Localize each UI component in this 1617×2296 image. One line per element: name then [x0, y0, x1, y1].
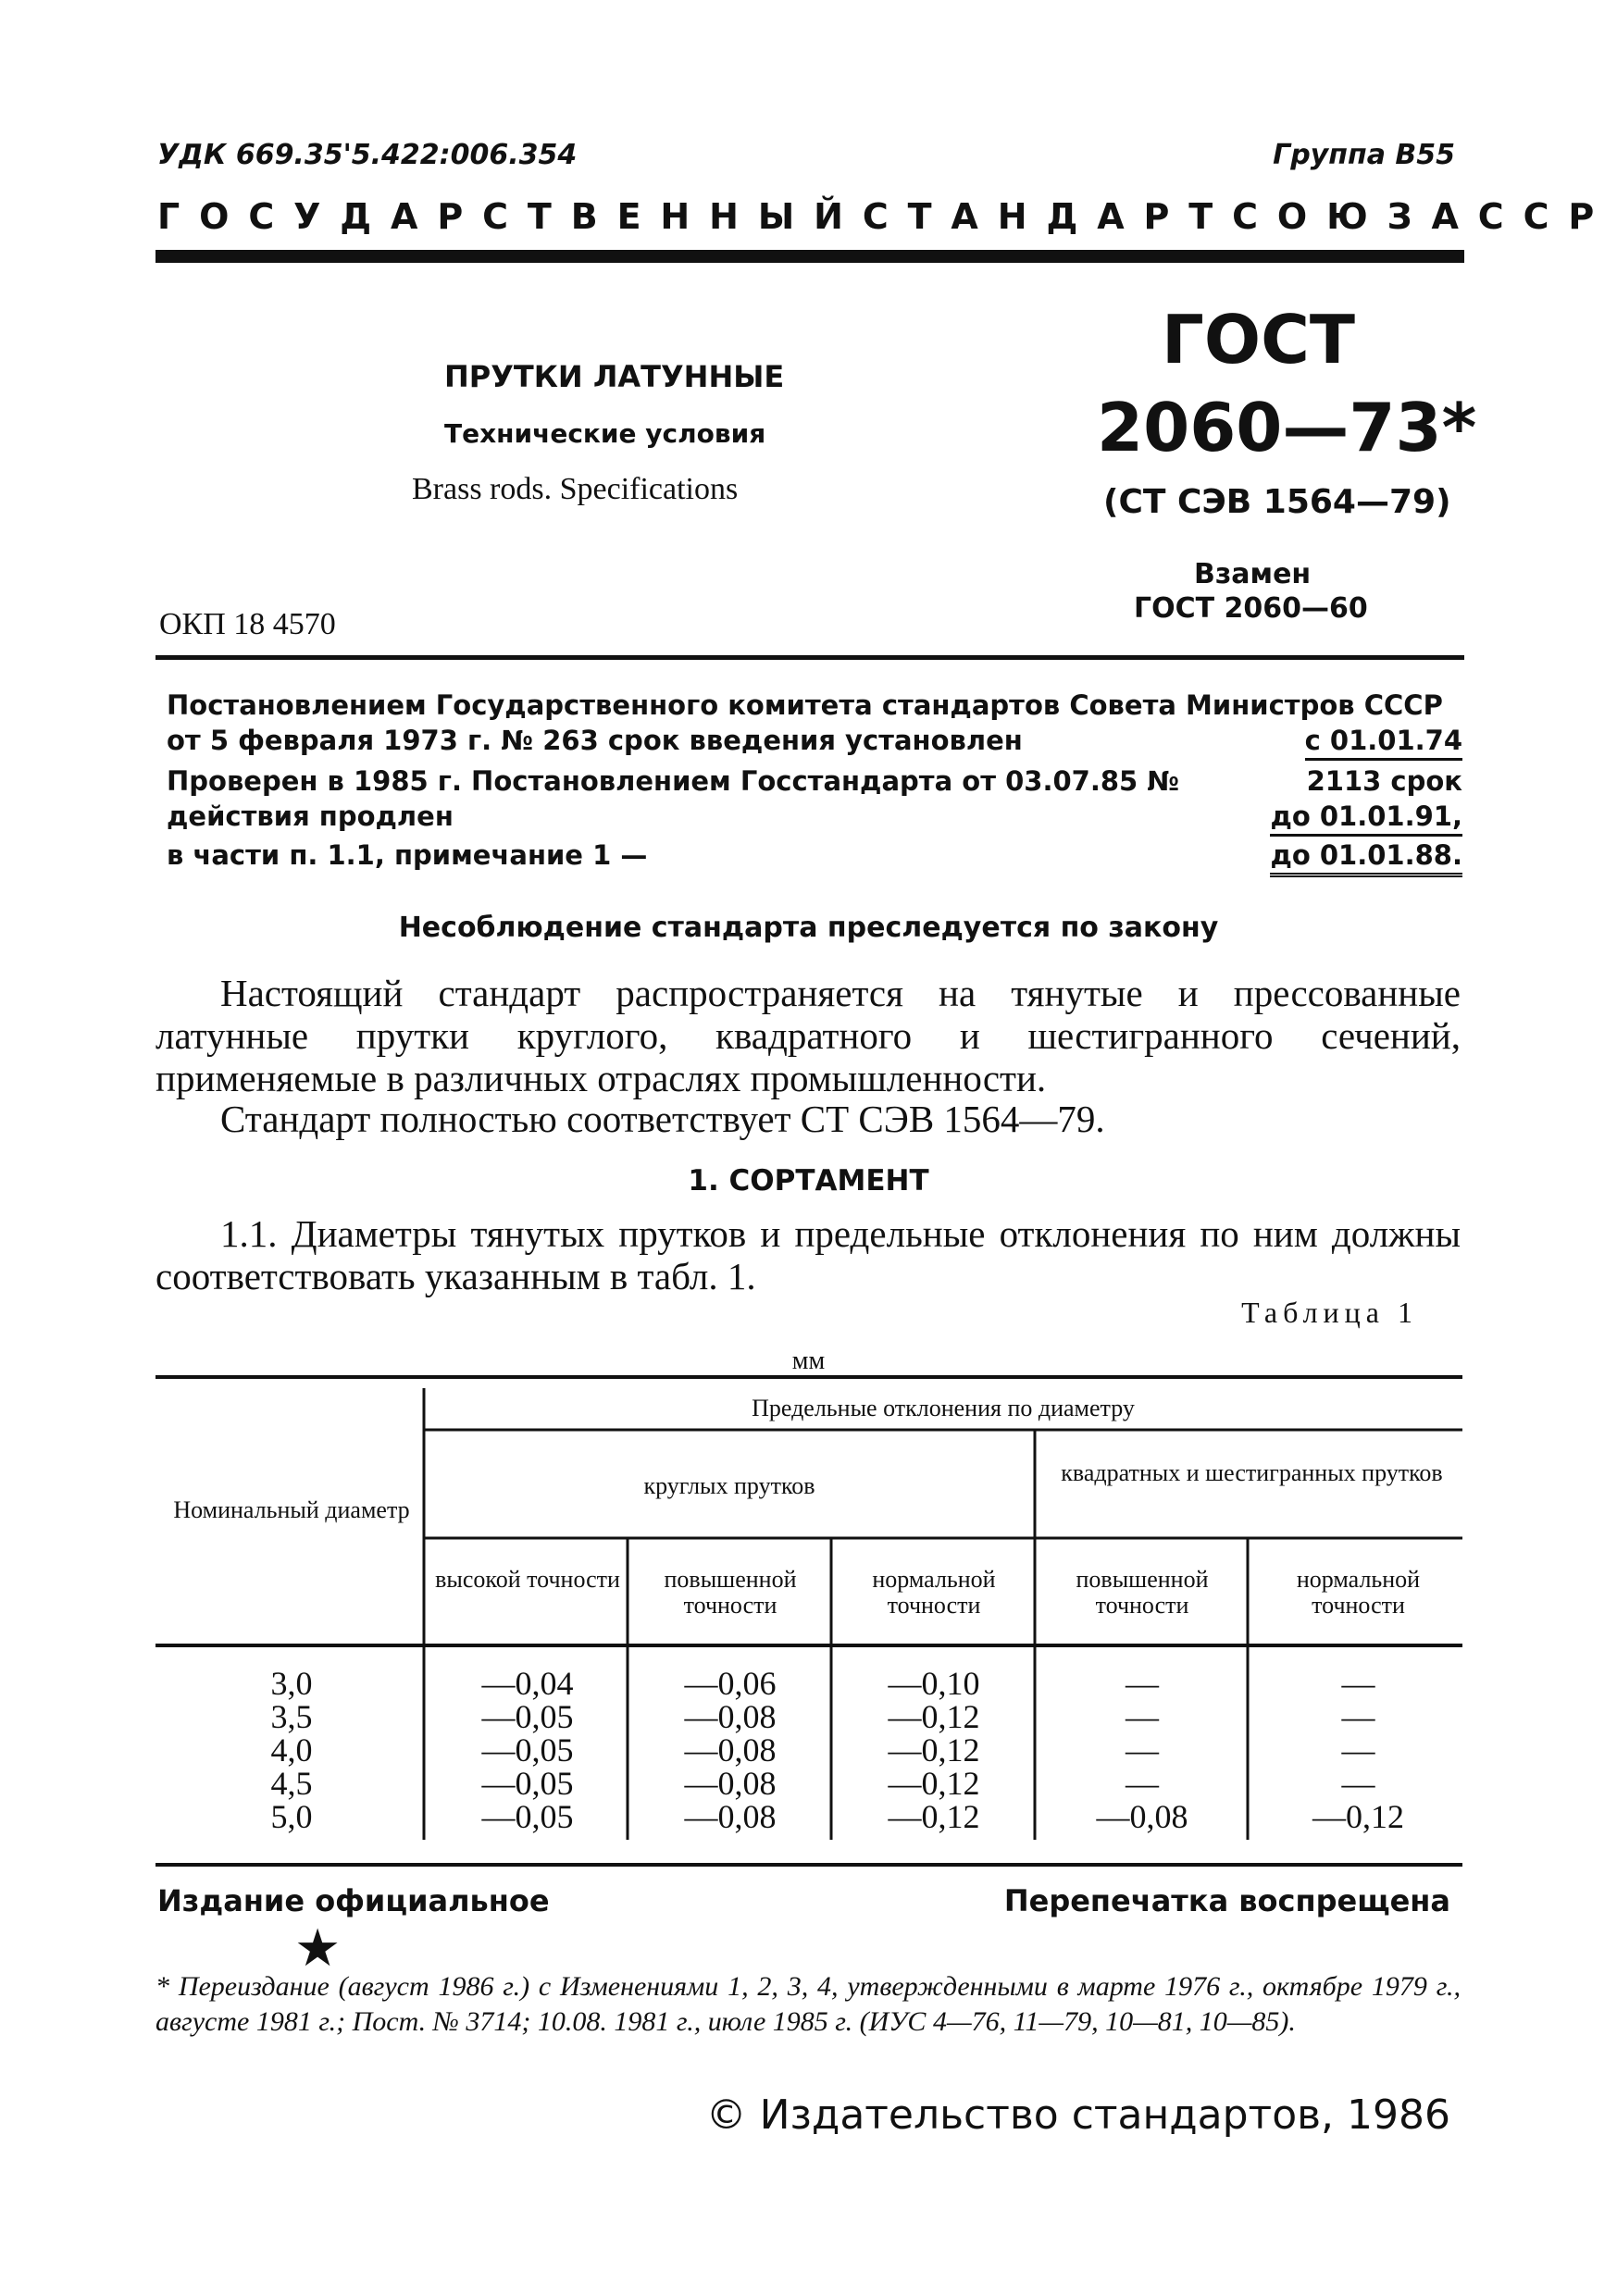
- cell-square-normal-precision: —: [1341, 1698, 1375, 1735]
- header-square-hex-rods: квадратных и шестигранных прутков: [1061, 1459, 1443, 1486]
- cell-nominal-diameter: 3,0: [270, 1665, 313, 1702]
- cell-square-normal-precision: —: [1341, 1665, 1375, 1702]
- effective-date: с 01.01.74: [1305, 725, 1462, 761]
- document-title: ПРУТКИ ЛАТУННЫЕ: [444, 359, 785, 394]
- table-unit: мм: [791, 1347, 826, 1375]
- header-deviation: Предельные отклонения по диаметру: [752, 1395, 1135, 1421]
- cell-high-precision: —0,05: [481, 1698, 574, 1735]
- cell-square-raised-precision: —: [1126, 1731, 1159, 1769]
- subheader-square-raised-precision: повышенной точности: [1076, 1566, 1209, 1619]
- cell-square-raised-precision: —0,08: [1096, 1798, 1188, 1835]
- intro-paragraph-2: Стандарт полностью соответствует СТ СЭВ 1564—79.: [220, 1098, 1105, 1140]
- reprint-prohibited: Перепечатка воспрещена: [1003, 1883, 1450, 1918]
- english-title: Brass rods. Specifications: [412, 472, 739, 506]
- cell-nominal-diameter: 4,0: [270, 1731, 313, 1769]
- decree-line-5-text: в части п. 1.1, примечание 1 —: [167, 839, 648, 871]
- banner-word-3: СОЮЗА: [1232, 196, 1478, 237]
- cell-square-raised-precision: —: [1126, 1698, 1159, 1735]
- decree-number: 2113 срок: [1306, 765, 1462, 797]
- subheader-raised-precision: повышенной точности: [664, 1566, 797, 1619]
- cell-high-precision: —0,04: [481, 1665, 574, 1702]
- banner-word-4: ССР: [1477, 196, 1614, 237]
- cell-raised-precision: —0,06: [684, 1665, 777, 1702]
- star-icon: ★: [294, 1920, 342, 1978]
- cell-raised-precision: —0,08: [684, 1698, 777, 1735]
- cell-raised-precision: —0,08: [684, 1765, 777, 1802]
- banner-word-1: ГОСУДАРСТВЕННЫЙ: [157, 196, 863, 237]
- header-round-rods: круглых прутков: [643, 1472, 815, 1499]
- decree-line-4-text: действия продлен: [167, 800, 454, 832]
- group-code: Группа В55: [1273, 139, 1455, 171]
- cell-normal-precision: —0,12: [888, 1765, 980, 1802]
- replaces-value: ГОСТ 2060—60: [1134, 592, 1368, 625]
- document-subtitle: Технические условия: [444, 418, 766, 449]
- extended-date: до 01.01.91,: [1270, 800, 1462, 837]
- okp-code: ОКП 18 4570: [159, 607, 336, 641]
- cell-nominal-diameter: 3,5: [270, 1698, 313, 1735]
- cell-square-raised-precision: —: [1126, 1765, 1159, 1802]
- table-caption: Таблица 1: [1241, 1296, 1418, 1329]
- copyright-line: © Издательство стандартов, 1986: [705, 2091, 1450, 2139]
- replaces-label: Взамен: [1194, 558, 1312, 590]
- banner-word-2: СТАНДАРТ: [862, 196, 1233, 237]
- partial-date: до 01.01.88.: [1270, 839, 1462, 877]
- official-edition: Издание официальное: [157, 1883, 550, 1918]
- section-heading: 1. СОРТАМЕНТ: [688, 1164, 929, 1198]
- decree-line-1-text: Постановлением Государственного комитета стандартов Совета Министров СССР: [167, 689, 1443, 721]
- cell-square-raised-precision: —: [1126, 1665, 1159, 1702]
- subheader-normal-precision: нормальной точности: [872, 1566, 996, 1619]
- cell-raised-precision: —0,08: [684, 1798, 777, 1835]
- cell-normal-precision: —0,10: [888, 1665, 980, 1702]
- subheader-high-precision: высокой точности: [435, 1566, 620, 1593]
- header-nominal-diameter: Номинальный диаметр: [173, 1496, 410, 1523]
- cell-nominal-diameter: 4,5: [270, 1765, 313, 1802]
- cell-normal-precision: —0,12: [888, 1798, 980, 1835]
- decree-line-2-text: от 5 февраля 1973 г. № 263 срок введения установлен: [167, 725, 1023, 756]
- subheader-square-normal-precision: нормальной точности: [1296, 1566, 1421, 1619]
- cell-high-precision: —0,05: [481, 1798, 574, 1835]
- intro-paragraph-1: Настоящий стандарт распространяется на тянутые и прессованные латунные прутки круглого, квадратного и шестигранного сечений, применяемые в различных отраслях промышленности.: [155, 972, 1461, 1099]
- udk-code: УДК 669.35'5.422:006.354: [157, 139, 578, 171]
- cell-square-normal-precision: —0,12: [1312, 1798, 1404, 1835]
- cell-square-normal-precision: —: [1341, 1731, 1375, 1769]
- decree-line-3-text: Проверен в 1985 г. Постановлением Госстандарта от 03.07.85 №: [167, 765, 1180, 797]
- cell-high-precision: —0,05: [481, 1765, 574, 1802]
- cell-normal-precision: —0,12: [888, 1731, 980, 1769]
- reissue-footnote: * Переиздание (август 1986 г.) с Изменениями 1, 2, 3, 4, утвержденными в марте 1976 г., октябре 1979 г., августе 1981 г.; Пост. № 3714; 10.08. 1981 г., июле 1985 г. (ИУС 4—76, 11—79, 10—81, 10—85).: [155, 1971, 1461, 2037]
- law-notice: Несоблюдение стандарта преследуется по закону: [398, 912, 1219, 944]
- gost-number: 2060—73*: [1097, 389, 1477, 466]
- gost-label: ГОСТ: [1162, 301, 1356, 379]
- cell-square-normal-precision: —: [1341, 1765, 1375, 1802]
- cell-normal-precision: —0,12: [888, 1698, 980, 1735]
- cmea-reference: (СТ СЭВ 1564—79): [1103, 483, 1451, 521]
- clause-1-1: 1.1. Диаметры тянутых прутков и предельные отклонения по ним должны соответствовать указанным в табл. 1.: [155, 1212, 1461, 1297]
- cell-nominal-diameter: 5,0: [270, 1798, 313, 1835]
- cell-raised-precision: —0,08: [684, 1731, 777, 1769]
- cell-high-precision: —0,05: [481, 1731, 574, 1769]
